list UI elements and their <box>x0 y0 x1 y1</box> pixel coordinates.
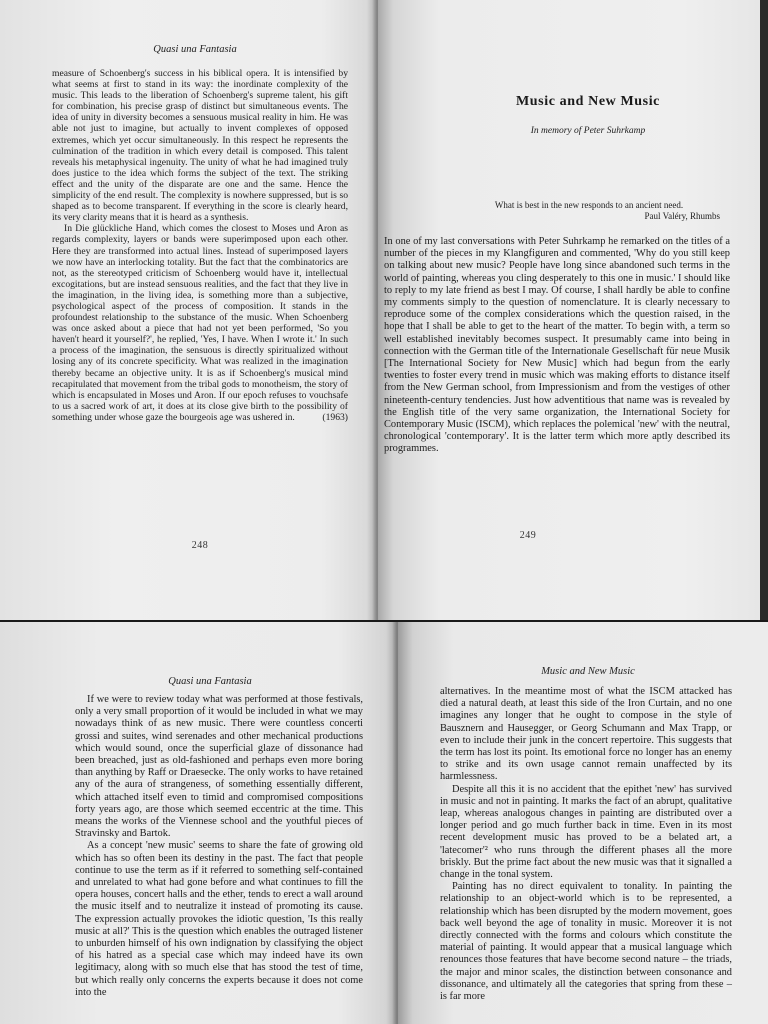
paragraph: measure of Schoenberg's success in his biblical opera. It is intensified by what seems at first to stand in its way: the inordinate complexity of the music. This leads to the liberation of Schoenberg's supreme talent, his gift for combination, his precise grasp of distinct but simultaneous events. The idea of unity in diversity becomes a sensuous musical reality in him. He was able not just to imagine, but actually to invent complexes of opposed extremes, which yet occur simultaneously. In this respect he represents the culmination of the tradition in which every detail is composed. This talent reveals his metaphysical ingenuity. The unity of what he had imagined truly does justice to the idea which forms the subject of the text. The striking effect and the unity of the disparate are one and the same. Hence the simplicity of the end result. The complexity is nowhere suppressed, but is so shaped as to become transparent. If everything in the score is clearly heard, its very clarity means that it is heard as a synthesis. <box>52 68 348 224</box>
dedication: In memory of Peter Suhrkamp <box>530 126 646 136</box>
page-250-body <box>75 694 363 999</box>
page-251 <box>398 622 768 1024</box>
page-251-body <box>440 686 732 1003</box>
paragraph: Painting has no direct equivalent to tonality. In painting the relationship to an object-world which is to be represented, a relationship which has been disrupted by the modern movement, goes back well beyond the age of tonality in music. Moreover it is not directly connected with the forms and colours which constitute the material of painting. It would appear that a musical language which renounces those features that have become second nature – the triads, the major and minor scales, the distinction between consonance and dissonance, and ultimately all the categories that spring from these – is far more <box>440 881 732 1003</box>
paragraph <box>52 223 348 423</box>
paragraph: If we were to review today what was performed at those festivals, only a very small proportion of it would be included in what we may nowadays think of as new music. There were countless concerti grossi and suites, wind serenades and other mechanical productions which would sound, once the superficial glaze of dissonance had been breached, just as old-fashioned and perhaps even more boring than anything by Raff or Draesecke. The only works to have retained any of the aura of strangeness, of something essentially different, which attached itself even to timid and compromised compositions forty years ago, are those which seemed eccentric at the time. This means the works of the Viennese school and the youthful pieces of Stravinsky and Bartok. <box>75 694 363 840</box>
paragraph: alternatives. In the meantime most of what the ISCM attacked has died a natural death, at least this side of the Iron Curtain, and no one imagines any longer that he ought to compose in the style of Bausznern and Hausegger, or Georg Schumann and Max Trapp, or even to include their junk in the concert repertoire. This suggests that the term has lost its point. Its emotional force no longer has an enemy to strike and its own usage cannot remain unaffected by its harmlessness. <box>440 686 732 783</box>
page-249-body <box>384 236 730 456</box>
paragraph: In one of my last conversations with Peter Suhrkamp he remarked on the titles of a number of the pieces in my Klangfiguren and commented, 'Why do you still keep on talking about new music? People have long since abandoned such terms in the world of painting, whereas you cling desperately to this one in music.' I should like to reply to my late friend as best I may. Of course, I shall hardly be able to confine my comments simply to the question of nomenclature. It is clearly necessary to reproduce some of the complex considerations which the question raised, in the hope that I shall be able to get to the heart of the matter. To begin with, a term so well established inevitably becomes suspect. It presumably came into being in connection with the German title of the Internationale Gesellschaft für neue Musik [The International Society for New Music] which had begun from the early twenties to foster every trend in music which was making efforts to distance itself from the New German school, from Impressionism and from the vestiges of other nineteenth-century tendencies. Just how adventitious that name was is revealed by the English title of the very same organization, the International Society for Contemporary Music (ISCM), which replaces the polemical 'new' with the neutral, chronological 'contemporary'. It is the latter term which more aptly described its programmes. <box>384 236 730 455</box>
chapter-title: Music and New Music <box>515 94 660 109</box>
paragraph-text: In Die glückliche Hand, which comes the closest to Moses und Aron as regards complexity, layers or bands were superimposed upon each other. Here they are transformed into actual lines. Instead of superimposed layers we now have an interlocking totality. But the fact that the combinatorics are not, as the stereotyped criticism of Schoenberg would have it, intellectual excogitations, but are instead sensuous realities, and the fact that they live in the imagination, in the living idea, is something more than a subjective, psychological aspect of the process of composition. It stands in the profoundest relationship to the substance of the music. When Schoenberg was once asked about a piece that had not yet been performed, 'So you haven't heard it yourself?', he replied, 'Yes, I have. When I wrote it.' In such a process of the imagination, the sensuous is directly spiritualized without losing any of its concrete specificity. What was realized in the imagination thereby became an objective unity. It is as if Schoenberg's musical mind recapitulated that movement from the tribal gods to monotheism, the story of which is encapsulated in Moses und Aron. If our epoch refuses to vouchsafe to us a sacred work of art, it does at its close give birth to the possibility of something under whose gaze the bourgeois age was ushered in. <box>52 223 348 423</box>
page-number: 248 <box>191 540 209 551</box>
date-note: (1963) <box>322 411 348 423</box>
paragraph: Despite all this it is no accident that the epithet 'new' has survived in music and not in painting. It marks the fact of an abrupt, qualitative leap, whereas analogous changes in painting are distributed over a longer period and go much further back in time. Even in its most recent development music has proved to be a belated art, a 'latecomer'² who runs through the different phases all the more briskly. But the prime fact about the new music was that it signalled a change in the tonal system. <box>440 783 732 881</box>
bottom-book-spread <box>0 622 768 1024</box>
page-249 <box>378 0 760 620</box>
epigraph-text: What is best in the new responds to an ancient need. <box>494 200 684 210</box>
page-248 <box>0 0 378 620</box>
paragraph: As a concept 'new music' seems to share the fate of growing old which has so often been its destiny in the past. The fact that people continue to use the term as if it referred to something self-contained and unrelated to what had gone before and what continues to fill the opera houses, concert halls and the ether, tends to erect a wall around the music itself and to neutralize it instead of promoting its cause. The expression actually provokes the idiotic question, 'Is this really music at all?' This is the question which enables the outraged listener to unburden himself of his own indignation by classifying the object of his hatred as a special case which may indeed have its own legitimacy, along with so much else that has stood the test of time, but which really only concerns the experts because it does not come into the <box>75 840 363 998</box>
running-head: Quasi una Fantasia <box>168 676 252 687</box>
running-head: Quasi una Fantasia <box>153 44 237 55</box>
epigraph <box>458 200 720 222</box>
page-248-body <box>52 68 348 423</box>
running-head: Music and New Music <box>541 666 635 677</box>
page-number: 249 <box>519 530 537 541</box>
page-250 <box>0 622 398 1024</box>
epigraph-source: Paul Valéry, Rhumbs <box>644 211 720 221</box>
